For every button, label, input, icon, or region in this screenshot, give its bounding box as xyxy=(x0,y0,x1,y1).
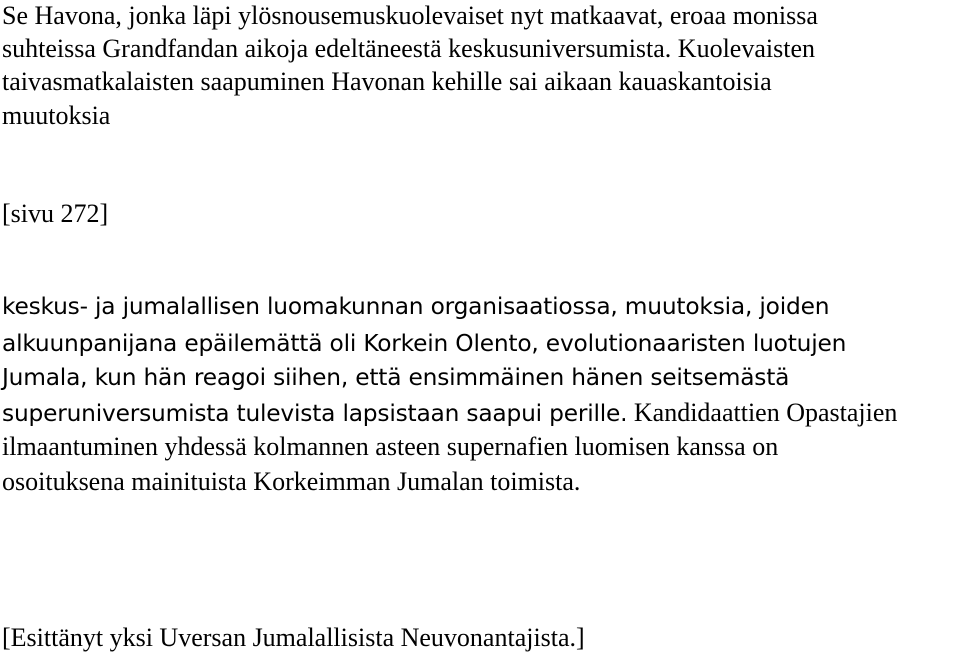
attribution: [Esittänyt yksi Uversan Jumalallisista Neuvonantajista.] xyxy=(2,623,585,652)
paragraph-2-line-1: keskus- ja jumalallisen luomakunnan organisaatiossa, muutoksia, joiden xyxy=(2,293,830,320)
paragraph-2-line-3: Jumala, kun hän reagoi siihen, että ensimmäinen hänen seitsemästä xyxy=(2,364,790,391)
paragraph-3-line-1-sans: superuniversumista tulevista lapsistaan saapui perille. xyxy=(2,400,628,427)
paragraph-1-line-1: Se Havona, jonka läpi ylösnousemuskuolevaiset nyt matkaavat, eroaa monissa xyxy=(2,1,818,30)
paragraph-3-line-1-serif: Kandidaattien Opastajien xyxy=(627,398,898,427)
paragraph-1-line-2: suhteissa Grandfandan aikoja edeltäneestä keskusuniversumista. Kuolevaisten xyxy=(2,34,815,63)
paragraph-3-line-3: osoituksena mainituista Korkeimman Jumalan toimista. xyxy=(2,467,581,496)
paragraph-2-line-2: alkuunpanijana epäilemättä oli Korkein Olento, evolutionaaristen luotujen xyxy=(2,330,847,357)
paragraph-3-line-2: ilmaantuminen yhdessä kolmannen asteen supernafien luomisen kanssa on xyxy=(2,432,779,461)
paragraph-1-line-4: muutoksia xyxy=(2,101,111,130)
page-marker: [sivu 272] xyxy=(2,199,109,228)
paragraph-1-line-3: taivasmatkalaisten saapuminen Havonan kehille sai aikaan kauaskantoisia xyxy=(2,67,772,96)
paragraph-3-line-1 xyxy=(2,396,897,431)
